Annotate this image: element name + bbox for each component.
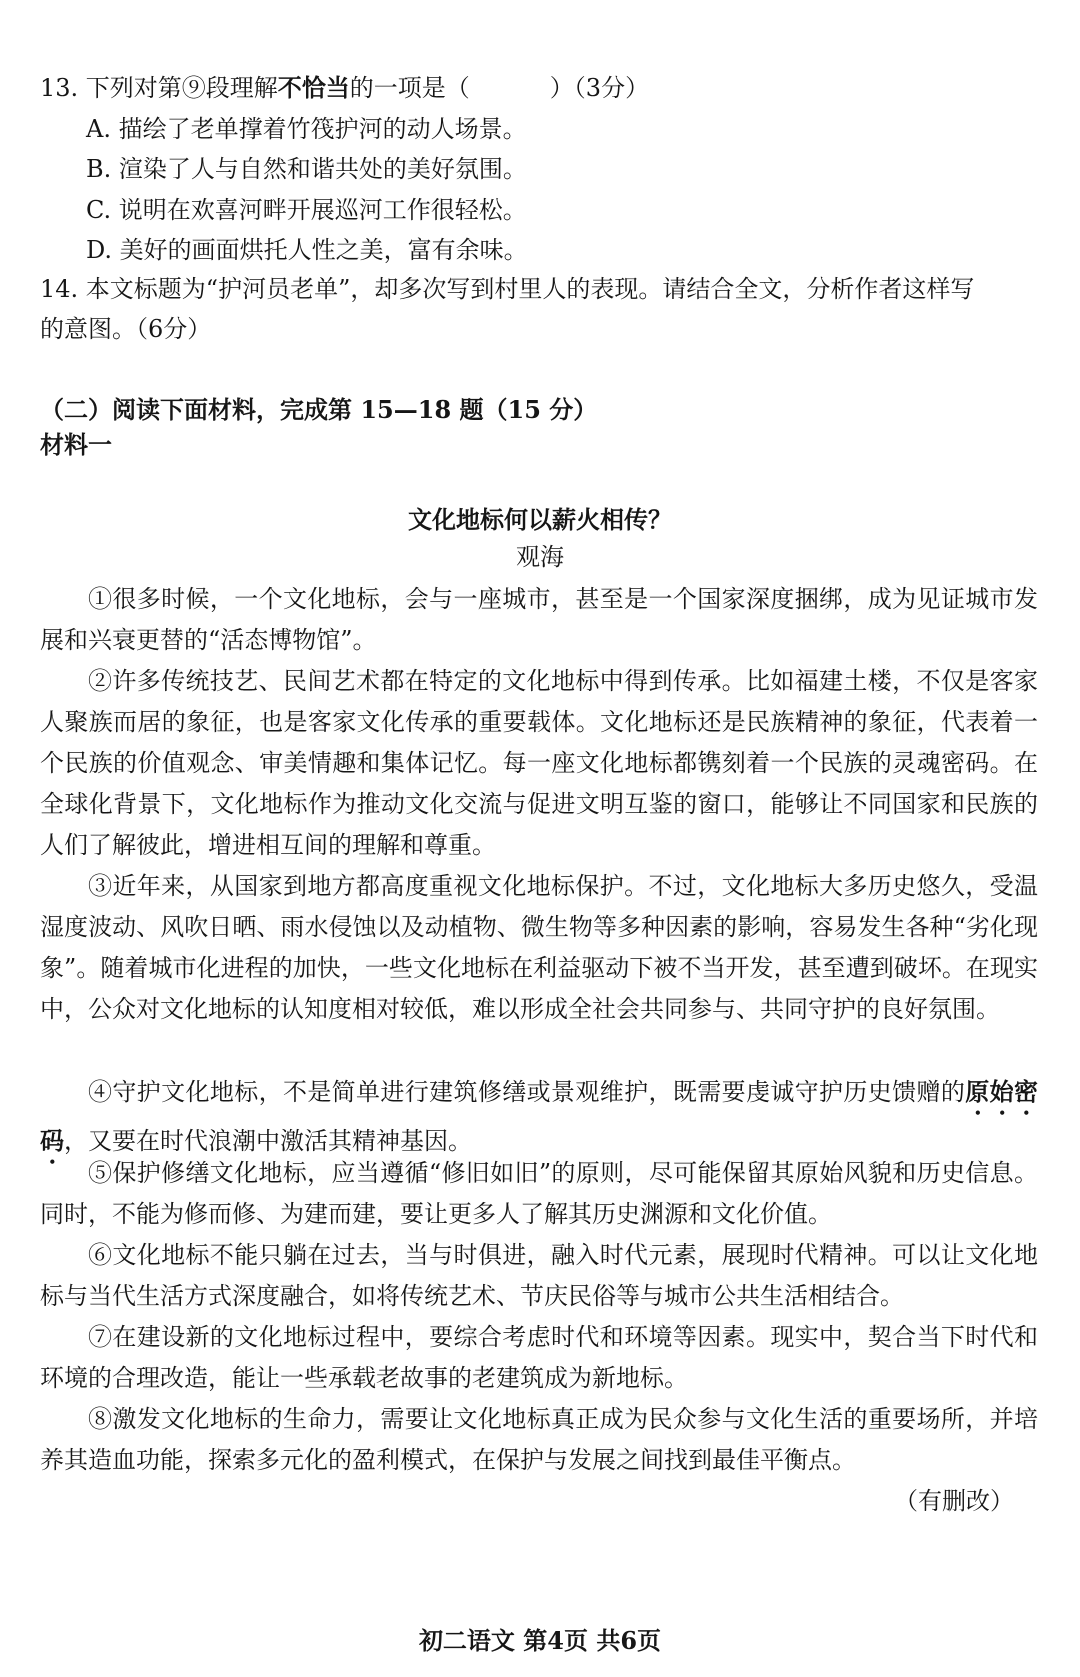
q13-option-d: D. 美好的画面烘托人性之美，富有余味。 — [86, 236, 528, 264]
question-13 — [40, 71, 1040, 105]
q13-option-c: C. 说明在欢喜河畔开展巡河工作很轻松。 — [86, 196, 527, 224]
q14-line-2: 的意图。（6分） — [40, 315, 212, 343]
paragraph-5: ⑤保护修缮文化地标，应当遵循“修旧如旧”的原则，尽可能保留其原始风貌和历史信息。同时，不能为修而修、为建而建，要让更多人了解其历史渊源和文化价值。 — [40, 1159, 1038, 1228]
q13-prefix: 13. 下列对第⑨段理解 — [40, 74, 278, 102]
q13-close: ）（3分） — [549, 74, 650, 102]
p4-dotted-term: 原始密码 — [40, 1077, 1039, 1155]
q13-option-a: A. 描绘了老单撑着竹筏护河的动人场景。 — [86, 115, 527, 143]
edit-note: （有删改） — [894, 1487, 1014, 1515]
paragraph-6: ⑥文化地标不能只躺在过去，当与时俱进，融入时代元素，展现时代精神。可以让文化地标与当代生活方式深度融合，如将传统艺术、节庆民俗等与城市公共生活相结合。 — [40, 1241, 1038, 1310]
paragraph-1: ①很多时候，一个文化地标，会与一座城市，甚至是一个国家深度捆绑，成为见证城市发展和兴衰更替的“活态博物馆”。 — [40, 585, 1038, 654]
article-title: 文化地标何以薪火相传？ — [408, 505, 672, 534]
paragraph-2: ②许多传统技艺、民间艺术都在特定的文化地标中得到传承。比如福建土楼，不仅是客家人聚族而居的象征，也是客家文化传承的重要载体。文化地标还是民族精神的象征，代表着一个民族的价值观念、审美情趣和集体记忆。每一座文化地标都镌刻着一个民族的灵魂密码。在全球化背景下，文化地标作为推动文化交流与促进文明互鉴的窗口，能够让不同国家和民族的人们了解彼此，增进相互间的理解和尊重。 — [40, 667, 1038, 859]
q14-line-1: 14. 本文标题为“护河员老单”，却多次写到村里人的表现。请结合全文，分析作者这样写 — [40, 275, 975, 303]
paragraph-3: ③近年来，从国家到地方都高度重视文化地标保护。不过，文化地标大多历史悠久，受温湿度波动、风吹日晒、雨水侵蚀以及动植物、微生物等多种因素的影响，容易发生各种“劣化现象”。随着城市化进程的加快，一些文化地标在利益驱动下被不当开发，甚至遭到破坏。在现实中，公众对文化地标的认知度相对较低，难以形成全社会共同参与、共同守护的良好氛围。 — [40, 872, 1038, 1023]
section-heading: （二）阅读下面材料，完成第 15—18 题（15 分） — [40, 395, 598, 424]
paragraph-7: ⑦在建设新的文化地标过程中，要综合考虑时代和环境等因素。现实中，契合当下时代和环境的合理改造，能让一些承载老故事的老建筑成为新地标。 — [40, 1323, 1038, 1392]
q13-suffix: 的一项是（ — [349, 74, 470, 102]
q13-emphasis: 不恰当 — [277, 73, 350, 102]
page-footer: 初二语文 第4页 共6页 — [418, 1626, 662, 1655]
q13-option-b: B. 渲染了人与自然和谐共处的美好氛围。 — [86, 155, 527, 183]
p4-after: ，又要在时代浪潮中激活其精神基因。 — [64, 1127, 472, 1155]
article-author: 观海 — [516, 543, 564, 571]
p4-before: ④守护文化地标，不是简单进行建筑修缮或景观维护，既需要虔诚守护历史馈赠的 — [88, 1078, 966, 1106]
paragraph-8: ⑧激发文化地标的生命力，需要让文化地标真正成为民众参与文化生活的重要场所，并培养其造血功能，探索多元化的盈利模式，在保护与发展之间找到最佳平衡点。 — [40, 1405, 1038, 1474]
material-label: 材料一 — [40, 430, 112, 459]
